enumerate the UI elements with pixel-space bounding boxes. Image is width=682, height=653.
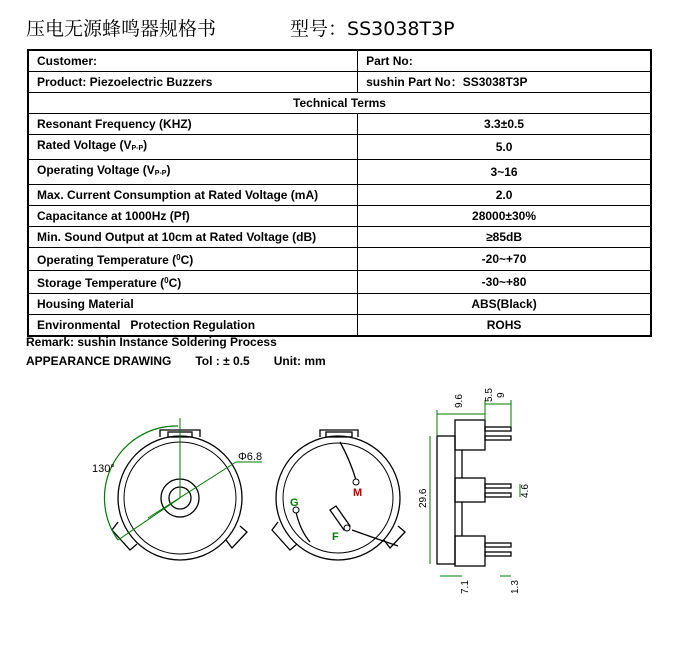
param-text: Rated Voltage (V <box>37 138 132 152</box>
table-row <box>28 50 651 72</box>
param-cell: Environmental Protection Regulation <box>28 315 358 337</box>
model-number <box>290 14 455 41</box>
pin-housing-top <box>455 420 485 450</box>
pin-f-dot <box>344 525 350 531</box>
dim-7-1-label: 7.1 <box>460 580 471 594</box>
wire-f <box>352 530 398 546</box>
param-text: Operating Voltage (V <box>37 163 155 177</box>
dim-29-6-label: 29.6 <box>418 488 429 508</box>
appearance-drawing-heading <box>26 354 350 368</box>
value-cell: ≥85dB <box>358 227 651 248</box>
value-cell: -20~+70 <box>358 248 651 271</box>
document-title: 压电无源蜂鸣器规格书 <box>26 18 217 40</box>
angle-line <box>118 498 180 540</box>
pin-top <box>485 436 511 440</box>
value-cell: ROHS <box>358 315 651 337</box>
param-text: C) <box>168 276 182 290</box>
front-view <box>104 418 262 560</box>
table-row <box>28 114 651 135</box>
pin-housing-middle <box>455 478 485 502</box>
param-cell <box>28 135 358 160</box>
angle-label: 130° <box>92 463 115 475</box>
spec-table <box>27 49 652 337</box>
pin-housing-bottom <box>455 536 485 566</box>
param-cell: Max. Current Consumption at Rated Voltage (mA) <box>28 185 358 206</box>
value-cell: ABS(Black) <box>358 294 651 315</box>
table-row <box>28 93 651 114</box>
technical-terms-header: Technical Terms <box>28 93 651 114</box>
pin-g-label: G <box>290 497 299 509</box>
param-text: ) <box>143 138 148 152</box>
table-row <box>28 185 651 206</box>
param-text: ) <box>166 163 171 177</box>
param-text: Storage Temperature ( <box>37 276 165 290</box>
mounting-tab-left <box>272 522 297 550</box>
value-cell: 28000±30% <box>358 206 651 227</box>
param-cell <box>28 160 358 185</box>
diameter-label: Φ6.8 <box>238 451 263 463</box>
pin-middle <box>485 484 511 488</box>
side-view <box>437 420 511 566</box>
dim-5-5-label: 5.5 <box>484 388 495 402</box>
product-cell: Product: Piezoelectric Buzzers <box>28 72 358 93</box>
value-cell: 2.0 <box>358 185 651 206</box>
pin-bottom <box>485 552 511 556</box>
pin-m-label: M <box>353 487 363 499</box>
appearance-label: APPEARANCE DRAWING <box>26 354 172 368</box>
diameter-leader <box>148 462 236 518</box>
dim-9-6-label: 9.6 <box>454 394 465 408</box>
dim-9-label: 9 <box>496 392 507 398</box>
wire-g <box>296 512 310 542</box>
param-cell <box>28 248 358 271</box>
param-cell: Capacitance at 1000Hz (Pf) <box>28 206 358 227</box>
table-row <box>28 315 651 337</box>
param-text: C) <box>180 253 194 267</box>
pin-bottom <box>485 543 511 547</box>
pin-f-label: F <box>332 531 339 543</box>
table-row <box>28 135 651 160</box>
table-row <box>28 227 651 248</box>
param-cell: Housing Material <box>28 294 358 315</box>
remark: Remark: sushin Instance Soldering Process <box>26 335 277 349</box>
value-cell: 3.3±0.5 <box>358 114 651 135</box>
pin-middle <box>485 493 511 497</box>
table-row <box>28 206 651 227</box>
appearance-drawing <box>0 380 682 650</box>
wire-m <box>340 442 356 480</box>
value-cell: 3~16 <box>358 160 651 185</box>
value-cell: -30~+80 <box>358 271 651 294</box>
part-no-cell: Part No: <box>358 50 651 72</box>
value-cell: 5.0 <box>358 135 651 160</box>
table-row <box>28 248 651 271</box>
mounting-tab-right <box>226 526 247 548</box>
model-label: 型号： <box>290 18 348 40</box>
param-cell: Min. Sound Output at 10cm at Rated Voltage (dB) <box>28 227 358 248</box>
table-row <box>28 72 651 93</box>
param-cell: Resonant Frequency (KHZ) <box>28 114 358 135</box>
housing-body <box>437 436 455 564</box>
sushin-part-cell: sushin Part No：SS3038T3P <box>358 72 651 93</box>
param-superscript: 0 <box>164 276 169 285</box>
param-cell <box>28 271 358 294</box>
customer-cell: Customer: <box>28 50 358 72</box>
param-subscript: P-P <box>131 145 144 152</box>
tolerance: Tol : ± 0.5 <box>195 354 250 368</box>
pin-m-dot <box>353 479 359 485</box>
model-value: SS3038T3P <box>347 18 455 40</box>
param-superscript: 0 <box>176 253 181 262</box>
dim-4-6-label: 4.6 <box>520 484 531 498</box>
dim-1-3-label: 1.3 <box>510 580 521 594</box>
pin-top <box>485 427 511 431</box>
table-row <box>28 271 651 294</box>
param-text: Operating Temperature ( <box>37 253 177 267</box>
table-row <box>28 160 651 185</box>
table-row <box>28 294 651 315</box>
unit: Unit: mm <box>273 354 326 368</box>
param-subscript: P-P <box>154 170 167 177</box>
